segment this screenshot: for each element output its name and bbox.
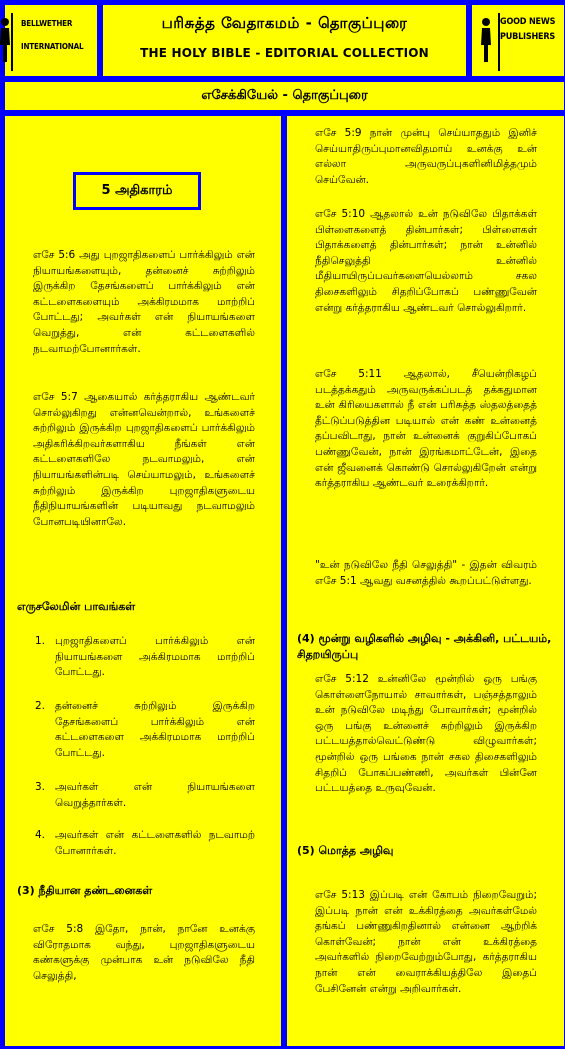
verse-paragraph: எசே 5:13 இப்படி என் கோபம் நிறைவேறும்; இப்படி நான் என் உக்கிரத்தை அவர்கள்மேல் தங்கப் பண்ணுகிறதினால் என்னை ஆற்றிக் கொள்வேன்; நான் என் உக்கிரத்தை அவர்களில் நிறைவேற்றும்போது, கர்த்தராகிய நான் என் வைராக்கியத்திலே இதைப் பேசினேன் என்று அறிவார்கள். [315,889,537,995]
bellwether-logo [2,2,100,79]
bellwether-logo-frame [11,13,93,71]
good-news-logo-frame [478,13,558,71]
chapter-label: 5 அதிகாரம் [73,172,201,210]
logo-left-line1: BELLWETHER [21,19,73,28]
title-english: THE HOLY BIBLE - EDITORIAL COLLECTION [140,46,429,60]
book-title-bar [2,79,565,113]
title-box [100,2,469,79]
list-text: அவர்கள் என் நியாயங்களை வெறுத்தார்கள். [55,781,255,809]
list-item [35,828,255,859]
verse-paragraph: எசே 5:8 இதோ, நான், நானே உனக்கு விரோதமாக வந்து, புறஜாதிகளுடைய கண்களுக்கு முன்பாக உன் நடுவிலே நீதி செலுத்தி, [33,923,255,982]
verse-paragraph: எசே 5:11 ஆதலால், சீயென்றிகழப் படத்தக்கதும் அருவருக்கப்படத் தக்கதுமான உன் கிரியைகளால் நீ என் பரிசுத்த ஸ்தலத்தைத் தீட்டுப்படுத்தின படியால் என் கண் உன்னைத் தப்பவிடாது, நான் உன்னைக் குறுகிப்போகப் பண்ணுவேன், நான் இரங்கமாட்டேன், இதை என் ஜீவனைக் கொண்டு சொல்லுகிறேன் என்று கர்த்தராகிய ஆண்டவர் உரைக்கிறார். [315,368,537,490]
section-heading: எருசலேமின் பாவங்கள் [17,600,136,613]
section-heading: (3) நீதியான தண்டனைகள் [17,884,153,897]
note-paragraph: "உன் நடுவிலே நீதி செலுத்தி" - இதன் விவரம் எசே 5:1 ஆவது வசனத்தில் கூறப்பட்டுள்ளது. [315,559,537,587]
list-number: 2. [35,700,46,712]
verse-paragraph: எசே 5:10 ஆதலால் உன் நடுவிலே பிதாக்கள் பிள்ளைகளைத் தின்பார்கள்; பிள்ளைகள் பிதாக்களைத் தின்பார்கள்; நான் உன்னில் நீதிசெலுத்தி உன்னில் மீதியாயிருப்பவர்களையெல்லாம் சகல திசைகளிலும் சிதறிப்போகப் பண்ணுவேன் என்று கர்த்தராகிய ஆண்டவர் சொல்லுகிறார். [315,208,537,314]
title-tamil: பரிசுத்த வேதாகமம் - தொகுப்புரை [161,14,408,32]
person-icon [480,17,492,63]
list-item [35,699,255,761]
list-text: புறஜாதிகளைப் பார்க்கிலும் என் நியாயங்களை அக்கிரமமாக மாற்றிப் போட்டது. [55,635,255,679]
logo-right-line1: GOOD NEWS [500,17,556,27]
list-number: 1. [35,635,46,647]
list-item [35,780,255,811]
person-icon [0,17,11,63]
list-number: 4. [35,829,46,841]
list-text: அவர்கள் என் கட்டளைகளில் நடவாமற் போனார்கள். [55,829,255,857]
list-text: தன்னைச் சுற்றிலும் இருக்கிற தேசங்களைப் பார்க்கிலும் என் கட்டளைகளை அக்கிரமமாக மாற்றிப் போட்டது. [55,700,255,759]
good-news-logo [469,2,565,79]
verse-paragraph: எசே 5:9 நான் முன்பு செய்யாததும் இனிச் செய்யாதிருப்புமானவிதமாய் உனக்கு உன் எல்லா அருவருப்புகளினிமித்தமும் செய்வேன். [315,127,537,186]
logo-divider [498,13,500,71]
section-heading: (4) மூன்று வழிகளில் அழிவு - அக்கினி, பட்டயம், சிதறயிருப்பு [297,632,552,661]
logo-left-line2: INTERNATIONAL [21,42,84,51]
verse-paragraph: எசே 5:6 அது புறஜாதிகளைப் பார்க்கிலும் என் நியாயங்களையும், தன்னைச் சுற்றிலும் இருக்கிற தேசங்களைப் பார்க்கிலும் என் கட்டளைகளையும் அக்கிரமமாக மாற்றிப் போட்டது; அவர்கள் என் நியாயங்களை வெறுத்து, என் கட்டளைகளில் நடவாமற்போனார்கள். [33,249,255,355]
good-news-logo-text [500,15,555,45]
left-column [2,113,284,1049]
logo-right-line2: PUBLISHERS [500,32,556,42]
list-item [35,634,255,681]
list-number: 3. [35,781,46,793]
book-title: எசேக்கியேல் - தொகுப்புரை [201,88,368,103]
verse-paragraph: எசே 5:12 உன்னிலே மூன்றில் ஒரு பங்கு கொள்ளைநோயால் சாவார்கள், பஞ்சத்தாலும் உன் நடுவிலே மடிந்து போவார்கள்; மூன்றில் ஒரு பங்கு உன்னைச் சுற்றிலும் இருக்கிற பட்டயத்தால்வெட்டுண்டு விழுவார்கள்; மூன்றில் ஒரு பங்கை நான் சகல திசைகளிலும் சிதறிப் போகப்பண்ணி, அவர்கள் பின்னே பட்டயத்தை உருவுவேன். [315,673,537,795]
section-heading: (5) மொத்த அழிவு [297,844,394,857]
verse-paragraph: எசே 5:7 ஆகையால் கர்த்தராகிய ஆண்டவர் சொல்லுகிறது என்னவென்றால், உங்களைச் சுற்றிலும் இருக்கிற புறஜாதிகளைப் பார்க்கிலும் அதிகரிக்கிறவர்களாகிய நீங்கள் என் கட்டளைகளிலே நடவாமலும், என் நியாயங்களின்படி செய்யாமலும், உங்களைச் சுற்றிலும் இருக்கிற புறஜாதிகளுடைய நீதிநியாயங்களின் படியாவது நடவாமலும் போனபடியினாலே. [33,391,255,528]
bellwether-logo-text [21,17,83,53]
right-column [284,113,565,1049]
